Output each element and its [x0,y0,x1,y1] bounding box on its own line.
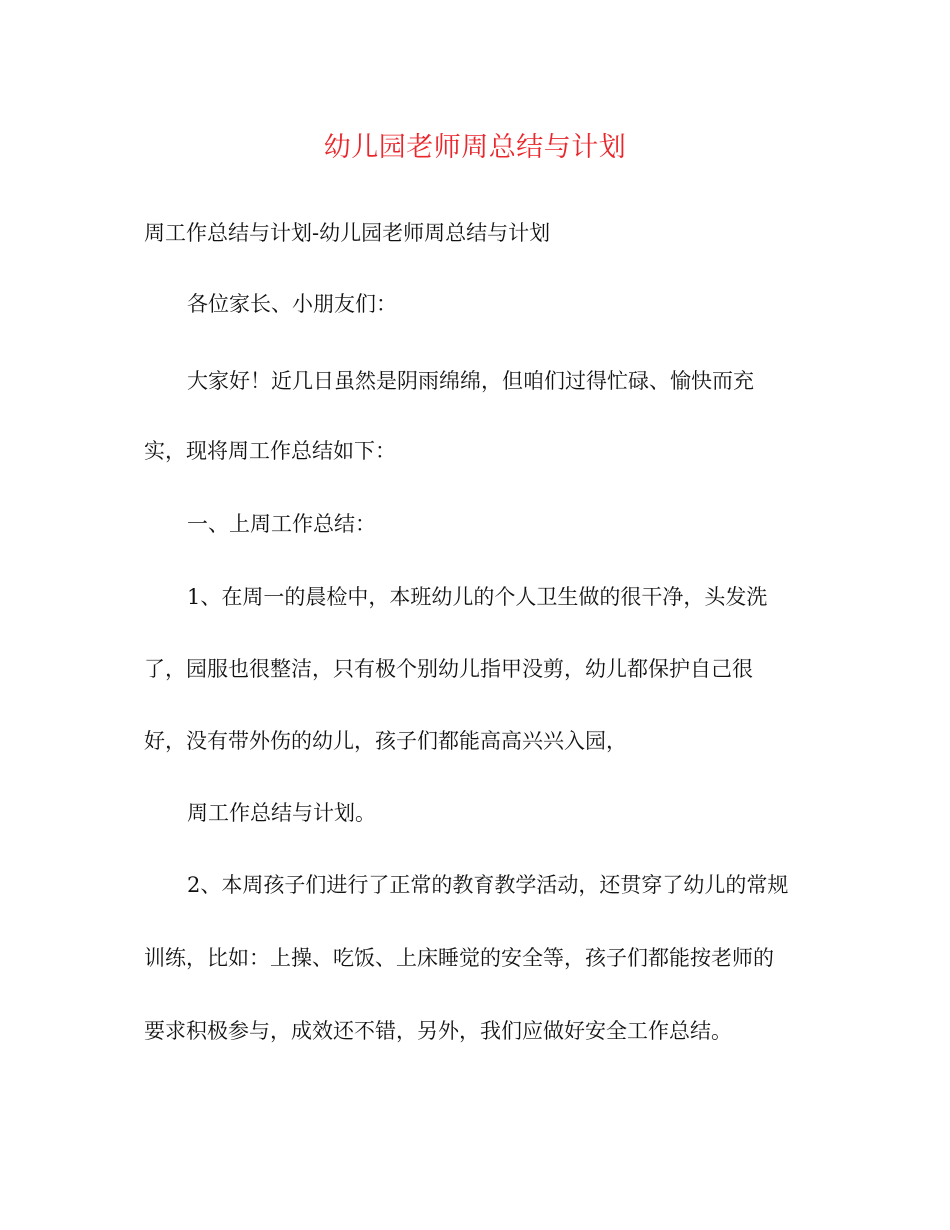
section-heading: 一、上周工作总结： [187,512,376,536]
greeting-line: 各位家长、小朋友们： [187,292,397,316]
paragraph-line: 周工作总结与计划。 [187,801,376,825]
paragraph-line: 要求积极参与，成效还不错，另外，我们应做好安全工作总结。 [144,1019,732,1043]
paragraph-line: 1、在周一的晨检中，本班幼儿的个人卫生做的很干净，头发洗 [187,585,768,609]
document-title: 幼儿园老师周总结与计划 [323,132,627,163]
paragraph-line: 实，现将周工作总结如下： [144,439,396,463]
paragraph-line: 大家好！近几日虽然是阴雨绵绵，但咱们过得忙碌、愉快而充 [187,369,754,393]
paragraph-line: 了，园服也很整洁，只有极个别幼儿指甲没剪，幼儿都保护自己很 [144,657,753,681]
paragraph-line: 好，没有带外伤的幼儿，孩子们都能高高兴兴入园， [144,729,627,753]
subtitle-line: 周工作总结与计划-幼儿园老师周总结与计划 [144,221,551,245]
paragraph-line: 2、本周孩子们进行了正常的教育教学活动，还贯穿了幼儿的常规 [187,873,789,897]
paragraph-line: 训练，比如：上操、吃饭、上床睡觉的安全等，孩子们都能按老师的 [144,946,774,970]
